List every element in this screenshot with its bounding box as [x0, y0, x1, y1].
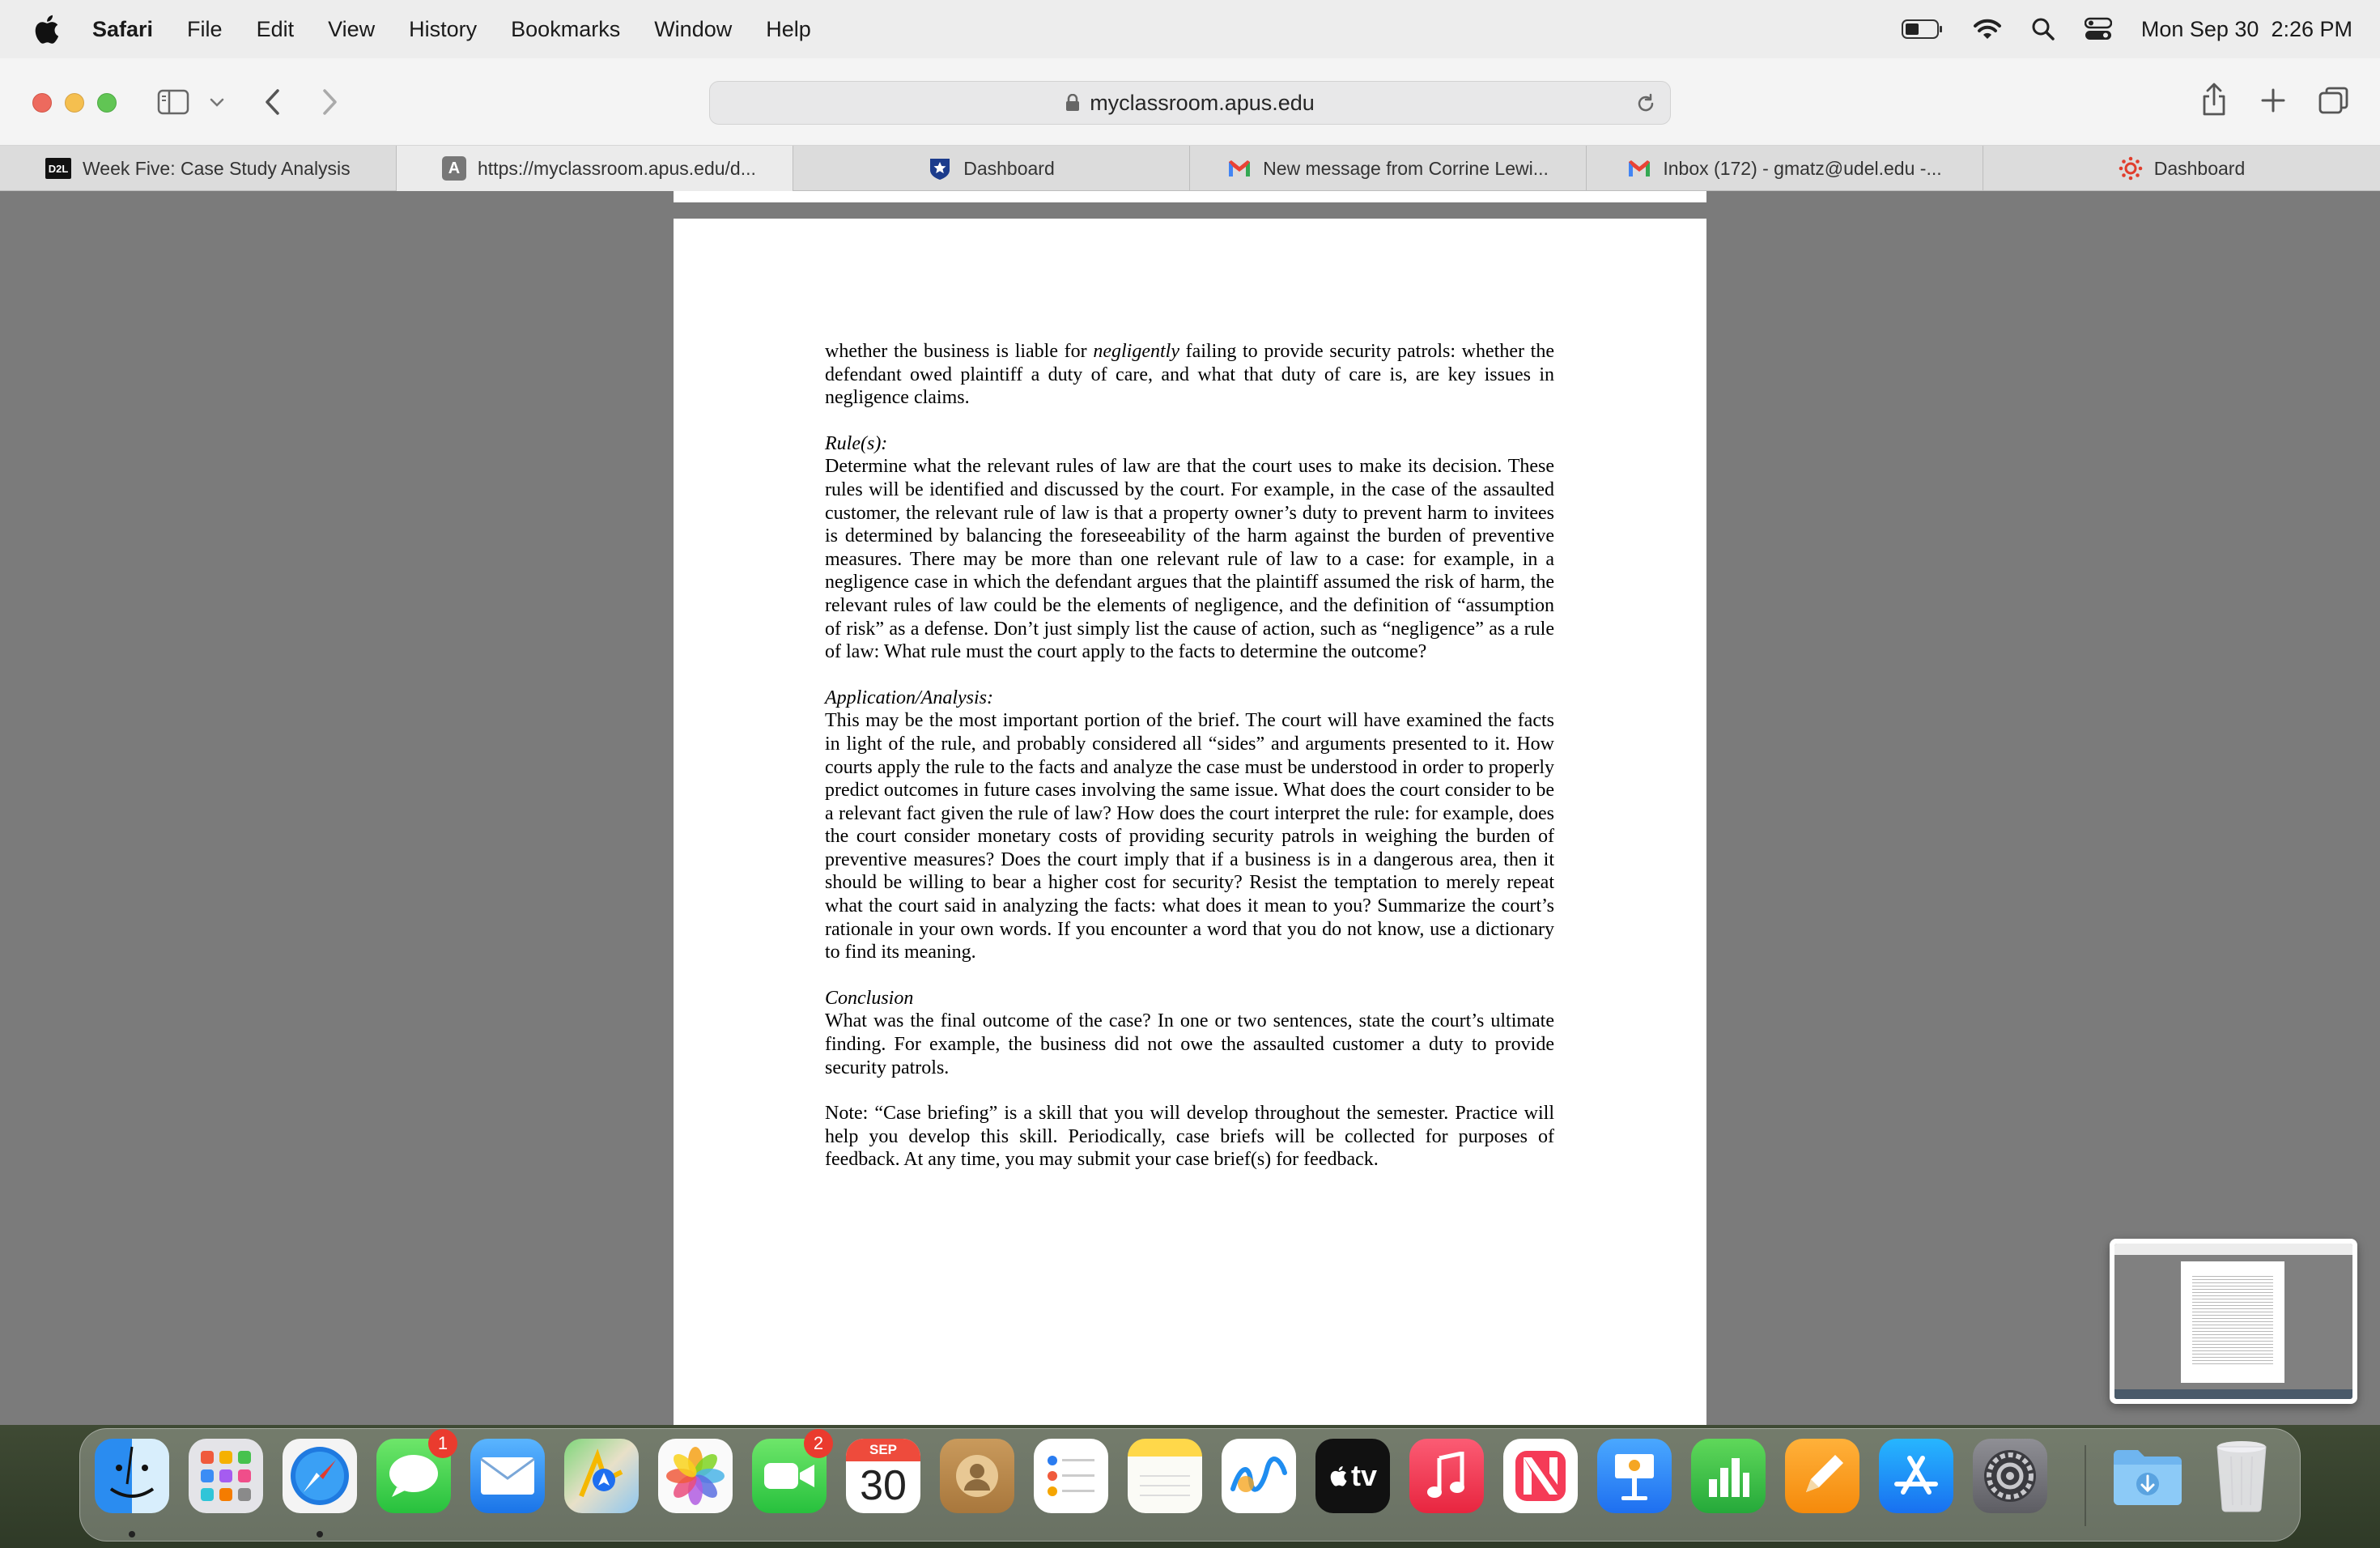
tab-label: Dashboard [2153, 157, 2246, 179]
tv-label: tv [1350, 1459, 1377, 1492]
maps-icon[interactable] [564, 1439, 639, 1513]
freeform-icon[interactable] [1222, 1439, 1296, 1513]
menu-help[interactable]: Help [766, 16, 811, 41]
canvas-icon [2119, 156, 2143, 181]
sidebar-toggle-icon[interactable] [157, 89, 189, 115]
analysis-paragraph: This may be the most important portion of the brief. The court will have examined the facts in light of the rule, and probably considered all “sides” and arguments presented to it. How courts apply the rule to the facts and analyze the case must be understood in order to properly predict outcomes in future cases involving the same issue. What does the court consider to be a relevant fact given the rule of law? How does the court interpret the rule: for example, does the court consider monetary costs of providing security patrols in weighing the burden of preventive measures? Does the court imply that if a business is in a dangerous area, then it should be willing to bear a higher cost for security? Resist the temptation to merely repeat what the court said in analyzing the facts: what does it mean to you? Summarize the court’s rationale in your own words. If you encounter a word that you do not know, use a dictionary to find its meaning. [825, 710, 1554, 963]
notes-icon[interactable] [1128, 1439, 1202, 1513]
address-bar[interactable] [709, 81, 1671, 125]
new-tab-icon[interactable] [2260, 87, 2286, 113]
tab-overview-icon[interactable] [2318, 86, 2349, 115]
reload-icon[interactable] [1634, 92, 1657, 115]
back-icon[interactable] [262, 87, 283, 117]
tab-bar [0, 146, 2380, 191]
downloads-folder-icon[interactable] [2110, 1439, 2185, 1513]
battery-icon[interactable] [1902, 19, 1944, 40]
rules-paragraph: Determine what the relevant rules of law are that the court uses to make its decision. These rules will be identified and discussed by the court. For example, in the case of the assaulted customer, the relevant rule of law is that a property owner’s duty to prevent harm to invitees is determined by balancing the foreseeability of the harm against the burden of preventive measures. There may be more than one relevant rule of law to a case: for example, in a negligence case in which the defendant argues that the plaintiff assumed the risk of harm, the relevant rules of law could be the elements of negligence, and the definition of “assumption of risk” as a defense. Don’t just simply list the cause of action, such as “negligence” as a rule of law: What rule must the court apply to the facts to determine the outcome? [825, 456, 1554, 663]
conclusion-heading: Conclusion [825, 987, 914, 1009]
contacts-icon[interactable] [940, 1439, 1014, 1513]
screenshot-thumbnail[interactable] [2110, 1239, 2357, 1404]
tab-dashboard-2[interactable] [1983, 146, 2380, 191]
app-store-icon[interactable] [1879, 1439, 1953, 1513]
tab-dashboard-1[interactable] [793, 146, 1190, 191]
keynote-icon[interactable] [1597, 1439, 1672, 1513]
lock-icon [1065, 94, 1080, 112]
url-text: myclassroom.apus.edu [1090, 90, 1315, 115]
messages-badge: 1 [428, 1429, 457, 1458]
calendar-day: 30 [860, 1462, 907, 1509]
close-window-button[interactable] [32, 93, 52, 113]
photos-icon[interactable] [658, 1439, 733, 1513]
news-icon[interactable] [1503, 1439, 1578, 1513]
launchpad-icon[interactable] [189, 1439, 263, 1513]
d2l-icon: D2L [45, 158, 71, 179]
tab-week-five[interactable] [0, 146, 397, 191]
menubar-clock[interactable]: Mon Sep 30 2:26 PM [2140, 16, 2352, 41]
tab-label: Dashboard [963, 157, 1055, 179]
tab-label: Week Five: Case Study Analysis [83, 157, 351, 179]
facetime-badge: 2 [804, 1429, 833, 1458]
dock [79, 1428, 2301, 1542]
intro-paragraph: whether the business is liable for negligently failing to provide security patrols: whether the defendant owed plaintiff a duty of care, and what that duty of care is, are key issues in negligence claims. [825, 341, 1554, 409]
system-settings-icon[interactable] [1973, 1439, 2047, 1513]
finder-running-indicator [129, 1531, 135, 1537]
chevron-down-icon[interactable] [209, 97, 225, 108]
pages-icon[interactable] [1785, 1439, 1859, 1513]
mail-icon[interactable] [470, 1439, 545, 1513]
safari-window [0, 58, 2380, 1425]
browser-toolbar [0, 58, 2380, 146]
music-icon[interactable] [1409, 1439, 1484, 1513]
finder-icon[interactable] [95, 1439, 169, 1513]
a-letter-icon: A [442, 156, 466, 181]
zoom-window-button[interactable] [97, 93, 117, 113]
menu-edit[interactable]: Edit [256, 16, 295, 41]
previous-page-edge [674, 191, 1706, 202]
calendar-month: SEP [846, 1439, 920, 1461]
numbers-icon[interactable] [1691, 1439, 1766, 1513]
gmail-icon [1227, 156, 1252, 181]
apple-tv-icon[interactable] [1315, 1439, 1390, 1513]
menu-file[interactable]: File [187, 16, 223, 41]
menu-app-name[interactable]: Safari [92, 16, 154, 41]
reminders-icon[interactable] [1034, 1439, 1108, 1513]
search-icon[interactable] [2031, 17, 2055, 41]
share-icon[interactable] [2200, 83, 2228, 117]
gmail-icon [1627, 156, 1651, 181]
safari-icon[interactable] [283, 1439, 357, 1513]
messages-icon[interactable] [376, 1433, 451, 1513]
note-paragraph: Note: “Case briefing” is a skill that you will develop throughout the semester. Practice will help you develop this skill. Periodically, case briefs will be collected for purposes of feedback. At any time, you may submit your case brief(s) for feedback. [825, 1103, 1554, 1171]
dock-divider [2085, 1445, 2086, 1526]
pdf-page [674, 219, 1706, 1483]
tab-label: Inbox (172) - gmatz@udel.edu -... [1663, 157, 1942, 179]
apple-menu-icon[interactable] [32, 13, 60, 45]
menu-bar [0, 0, 2380, 58]
trash-icon[interactable] [2204, 1439, 2279, 1513]
forward-icon[interactable] [319, 87, 340, 117]
emphasis-word: negligently [1093, 341, 1179, 362]
safari-running-indicator [317, 1531, 323, 1537]
page-text [825, 340, 1554, 1172]
tab-label: New message from Corrine Lewi... [1263, 157, 1549, 179]
menu-history[interactable]: History [409, 16, 478, 41]
rules-heading: Rule(s): [825, 432, 888, 454]
conclusion-paragraph: What was the final outcome of the case? In one or two sentences, state the court’s ultimate finding. For example, the business did not owe the assaulted customer a duty to provide security patrols. [825, 1010, 1554, 1078]
tab-new-message[interactable] [1190, 146, 1587, 191]
tab-apus-url[interactable] [397, 146, 793, 191]
wifi-icon[interactable] [1973, 18, 2002, 40]
menu-window[interactable]: Window [654, 16, 733, 41]
shield-star-icon [928, 156, 952, 181]
menu-bookmarks[interactable]: Bookmarks [511, 16, 621, 41]
minimize-window-button[interactable] [65, 93, 84, 113]
facetime-icon[interactable] [752, 1433, 827, 1513]
control-center-icon[interactable] [2085, 17, 2112, 41]
analysis-heading: Application/Analysis: [825, 687, 993, 708]
tab-label: https://myclassroom.apus.edu/d... [478, 157, 756, 179]
tab-inbox[interactable] [1587, 146, 1983, 191]
menu-view[interactable]: View [328, 16, 376, 41]
calendar-icon[interactable] [846, 1439, 920, 1513]
